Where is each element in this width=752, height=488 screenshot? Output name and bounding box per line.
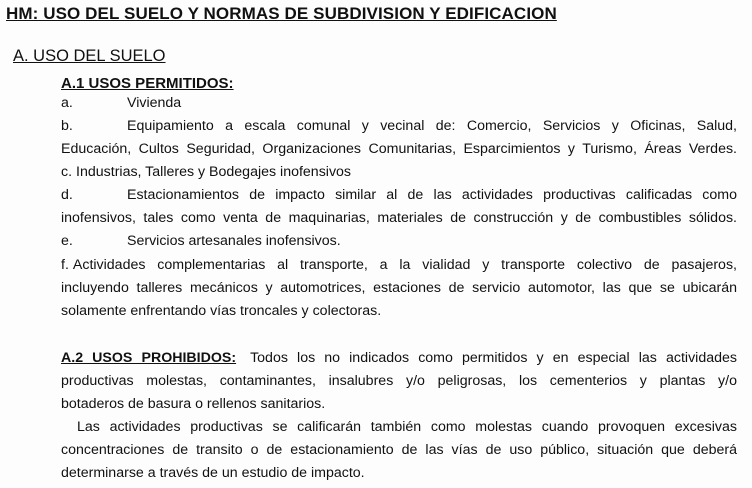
- permitted-uses-heading: A.1 USOS PERMITIDOS:: [61, 75, 234, 92]
- permitted-item-d-line-2: inofensivos, tales como venta de maquinarias, materiales de construcción y de combustibles sólidos.: [61, 210, 737, 226]
- permitted-item-f-line-2: incluyendo talleres mecánicos y automotrices, estaciones de servicio automotor, las que se ubicarán: [61, 280, 737, 296]
- item-text: Equipamiento a escala comunal y vecinal de: Comercio, Servicios y Oficinas, Salud,: [127, 118, 737, 134]
- item-marker: c.: [61, 164, 73, 180]
- item-text: Estacionamientos de impacto similar al de las actividades productivas calificadas como: [127, 187, 737, 203]
- item-text: Industrias, Talleres y Bodegajes inofensivos: [76, 164, 352, 180]
- prohibited-paragraph-2-line-2: concentraciones de transito o de estacionamiento de las vías de uso público, situación que deberá: [61, 442, 737, 458]
- item-text: Servicios artesanales inofensivos.: [127, 233, 341, 249]
- prohibited-paragraph-2-line-1: [61, 418, 737, 436]
- item-marker: e.: [61, 233, 73, 249]
- permitted-item-f-line-3: solamente enfrentando vías troncales y colectoras.: [61, 303, 382, 319]
- section-a-heading: A. USO DEL SUELO: [13, 47, 166, 65]
- prohibited-uses-line-3: botaderos de basura o rellenos sanitarios.: [61, 396, 326, 412]
- prohibited-uses-line-2: productivas molestas, contaminantes, insalubres y/o peligrosas, los cementerios y plantas y/o: [61, 373, 737, 389]
- permitted-item-b-line-1: [61, 117, 737, 135]
- prohibited-uses-heading: A.2 USOS PROHIBIDOS:: [61, 350, 237, 366]
- item-text: Vivienda: [127, 95, 182, 111]
- permitted-item-a: [61, 94, 181, 112]
- permitted-item-c: [61, 163, 351, 181]
- paragraph-text: Las actividades productivas se calificarán también como molestas cuando provoquen excesivas: [77, 419, 737, 435]
- prohibited-text: Todos los no indicados como permitidos y en especial las actividades: [250, 350, 737, 366]
- permitted-item-d-line-1: [61, 186, 737, 204]
- prohibited-uses-line-1: [61, 349, 737, 367]
- permitted-item-b-line-2: Educación, Cultos Seguridad, Organizaciones Comunitarias, Esparcimientos y Turismo, Áreas Verdes.: [61, 141, 737, 157]
- item-text: Actividades complementarias al transporte, a la vialidad y transporte colectivo de pasajeros,: [72, 257, 737, 273]
- permitted-item-e: [61, 232, 341, 250]
- item-marker: a.: [61, 95, 73, 111]
- document-title: HM: USO DEL SUELO Y NORMAS DE SUBDIVISION Y EDIFICACION: [6, 4, 557, 23]
- item-marker: b.: [61, 118, 73, 134]
- item-marker: f.: [61, 257, 69, 273]
- permitted-item-f-line-1: [61, 256, 737, 274]
- item-marker: d.: [61, 187, 73, 203]
- prohibited-paragraph-2-line-3: determinarse a través de un estudio de impacto.: [61, 465, 365, 481]
